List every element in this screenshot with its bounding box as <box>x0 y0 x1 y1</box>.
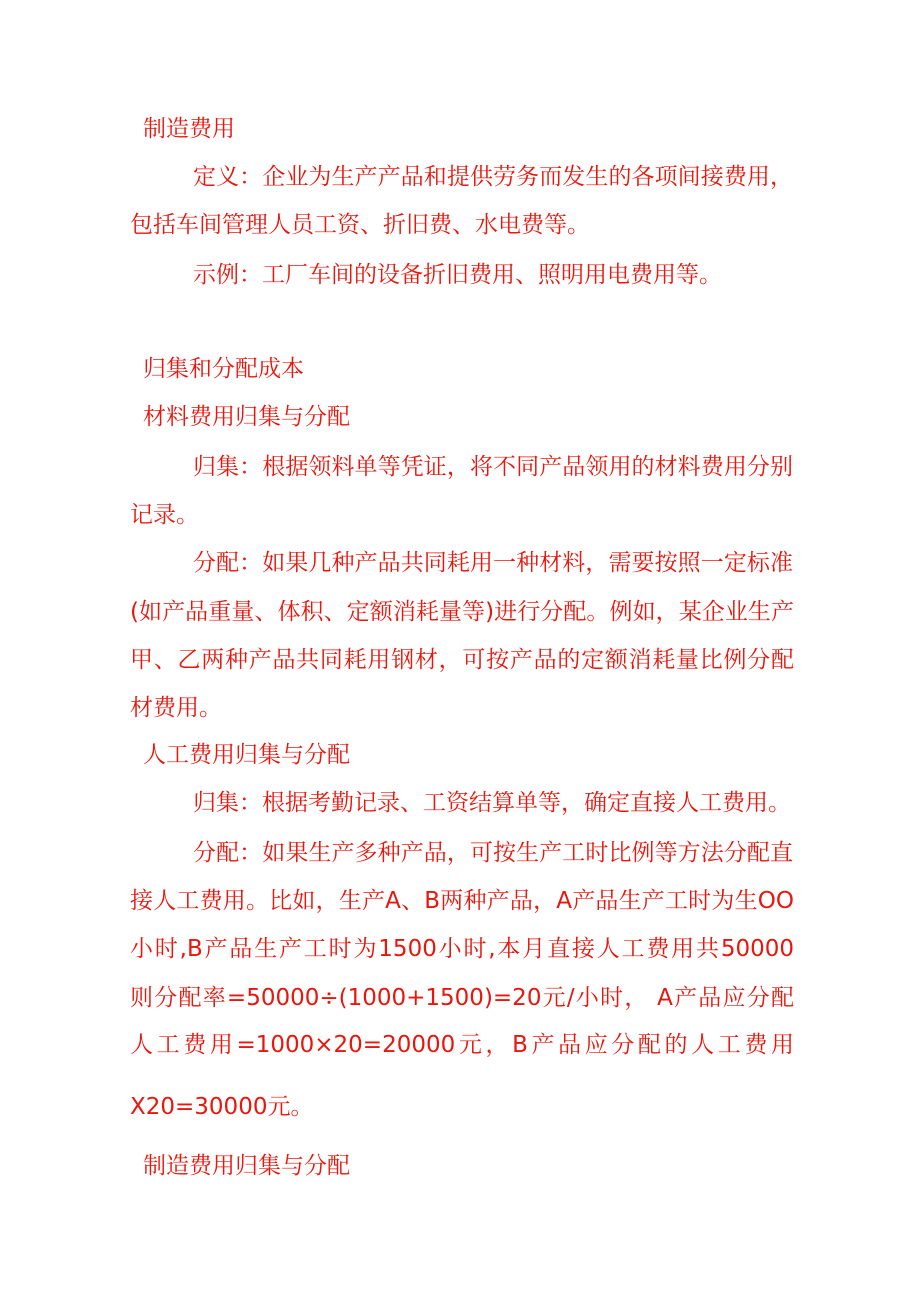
paragraph-material-collect-line-1: 归集：根据领料单等凭证，将不同产品领用的材料费用分别 <box>193 454 793 480</box>
paragraph-labor-alloc-line-5: 人工费用=1000×20=20000元，B产品应分配的人工费用 <box>130 1032 794 1058</box>
paragraph-labor-alloc-line-4: 则分配率=50000÷(1000+1500)=20元/小时， A产品应分配 <box>130 985 794 1011</box>
subheading-material-cost: 材料费用归集与分配 <box>143 404 350 430</box>
paragraph-labor-alloc-line-2: 接人工费用。比如，生产A、B两种产品，A产品生产工时为生OO <box>130 888 794 914</box>
paragraph-material-collect-line-2: 记录。 <box>130 502 199 528</box>
section-heading-collect-allocate: 归集和分配成本 <box>143 356 304 382</box>
paragraph-labor-alloc-line-3: 小时,B产品生产工时为1500小时,本月直接人工费用共50000 <box>130 936 794 962</box>
paragraph-material-alloc-line-2: (如产品重量、体积、定额消耗量等)进行分配。例如，某企业生产 <box>130 599 794 625</box>
paragraph-mfg-definition-line-2: 包括车间管理人员工资、折旧费、水电费等。 <box>130 212 590 238</box>
paragraph-labor-alloc-line-1: 分配：如果生产多种产品，可按生产工时比例等方法分配直 <box>193 840 793 866</box>
paragraph-mfg-example: 示例：工厂车间的设备折旧费用、照明用电费用等。 <box>193 262 722 288</box>
subheading-overhead-cost: 制造费用归集与分配 <box>143 1153 350 1179</box>
paragraph-material-alloc-line-1: 分配：如果几种产品共同耗用一种材料，需要按照一定标准 <box>193 550 793 576</box>
paragraph-labor-collect: 归集：根据考勤记录、工资结算单等，确定直接人工费用。 <box>193 790 791 816</box>
subheading-labor-cost: 人工费用归集与分配 <box>143 742 350 768</box>
paragraph-mfg-definition-line-1: 定义：企业为生产产品和提供劳务而发生的各项间接费用， <box>193 164 793 190</box>
paragraph-labor-alloc-line-6: X20=30000元。 <box>130 1094 314 1120</box>
paragraph-material-alloc-line-3: 甲、乙两种产品共同耗用钢材，可按产品的定额消耗量比例分配 <box>130 647 794 673</box>
paragraph-material-alloc-line-4: 材费用。 <box>130 695 222 721</box>
section-heading-manufacturing-cost: 制造费用 <box>143 116 235 142</box>
